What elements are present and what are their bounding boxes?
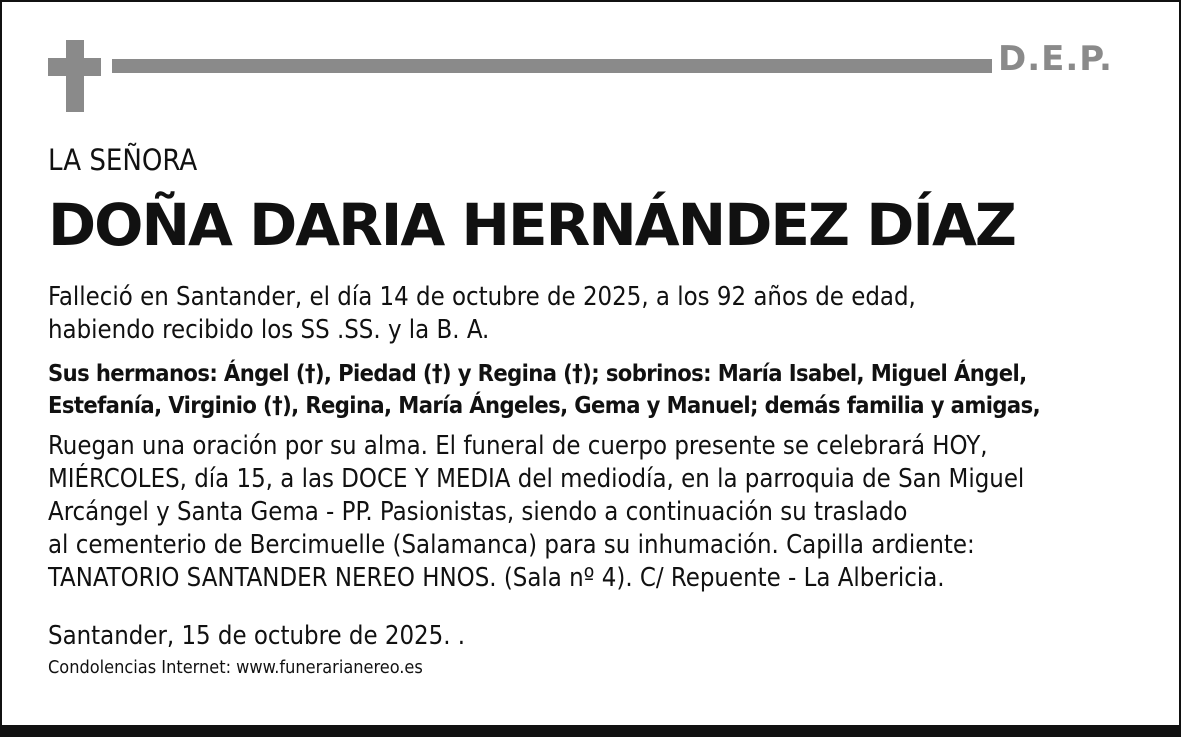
funeral-line: Ruegan una oración por su alma. El funeral de cuerpo presente se celebrará HOY, — [48, 431, 988, 461]
death-line: habiendo recibido los SS .SS. y la B. A. — [48, 315, 490, 345]
deceased-name: DOÑA DARIA HERNÁNDEZ DÍAZ — [48, 191, 1015, 259]
family-list — [48, 357, 1040, 421]
title-prefix: LA SEÑORA — [48, 143, 198, 177]
funeral-line: TANATORIO SANTANDER NEREO HNOS. (Sala nº 4). C/ Repuente - La Albericia. — [48, 563, 945, 593]
dep-label: D.E.P. — [998, 39, 1113, 79]
funeral-line: al cementerio de Bercimuelle (Salamanca) para su inhumación. Capilla ardiente: — [48, 530, 975, 560]
cross-icon — [66, 40, 84, 112]
death-line: Falleció en Santander, el día 14 de octubre de 2025, a los 92 años de edad, — [48, 282, 916, 312]
place-date: Santander, 15 de octubre de 2025. . — [48, 621, 466, 651]
cross-icon-bar — [48, 58, 101, 76]
condolences-link: Condolencias Internet: www.funerarianereo.es — [48, 657, 423, 678]
header-rule — [112, 59, 992, 73]
funeral-details — [48, 430, 1024, 595]
family-line: Sus hermanos: Ángel (†), Piedad (†) y Regina (†); sobrinos: María Isabel, Miguel Ángel, — [48, 359, 1027, 387]
funeral-line: Arcángel y Santa Gema - PP. Pasionistas, siendo a continuación su traslado — [48, 497, 908, 527]
death-notice — [48, 281, 916, 347]
family-line: Estefanía, Virginio (†), Regina, María Ángeles, Gema y Manuel; demás familia y amigas, — [48, 391, 1041, 419]
funeral-line: MIÉRCOLES, día 15, a las DOCE Y MEDIA del mediodía, en la parroquia de San Miguel — [48, 464, 1025, 494]
